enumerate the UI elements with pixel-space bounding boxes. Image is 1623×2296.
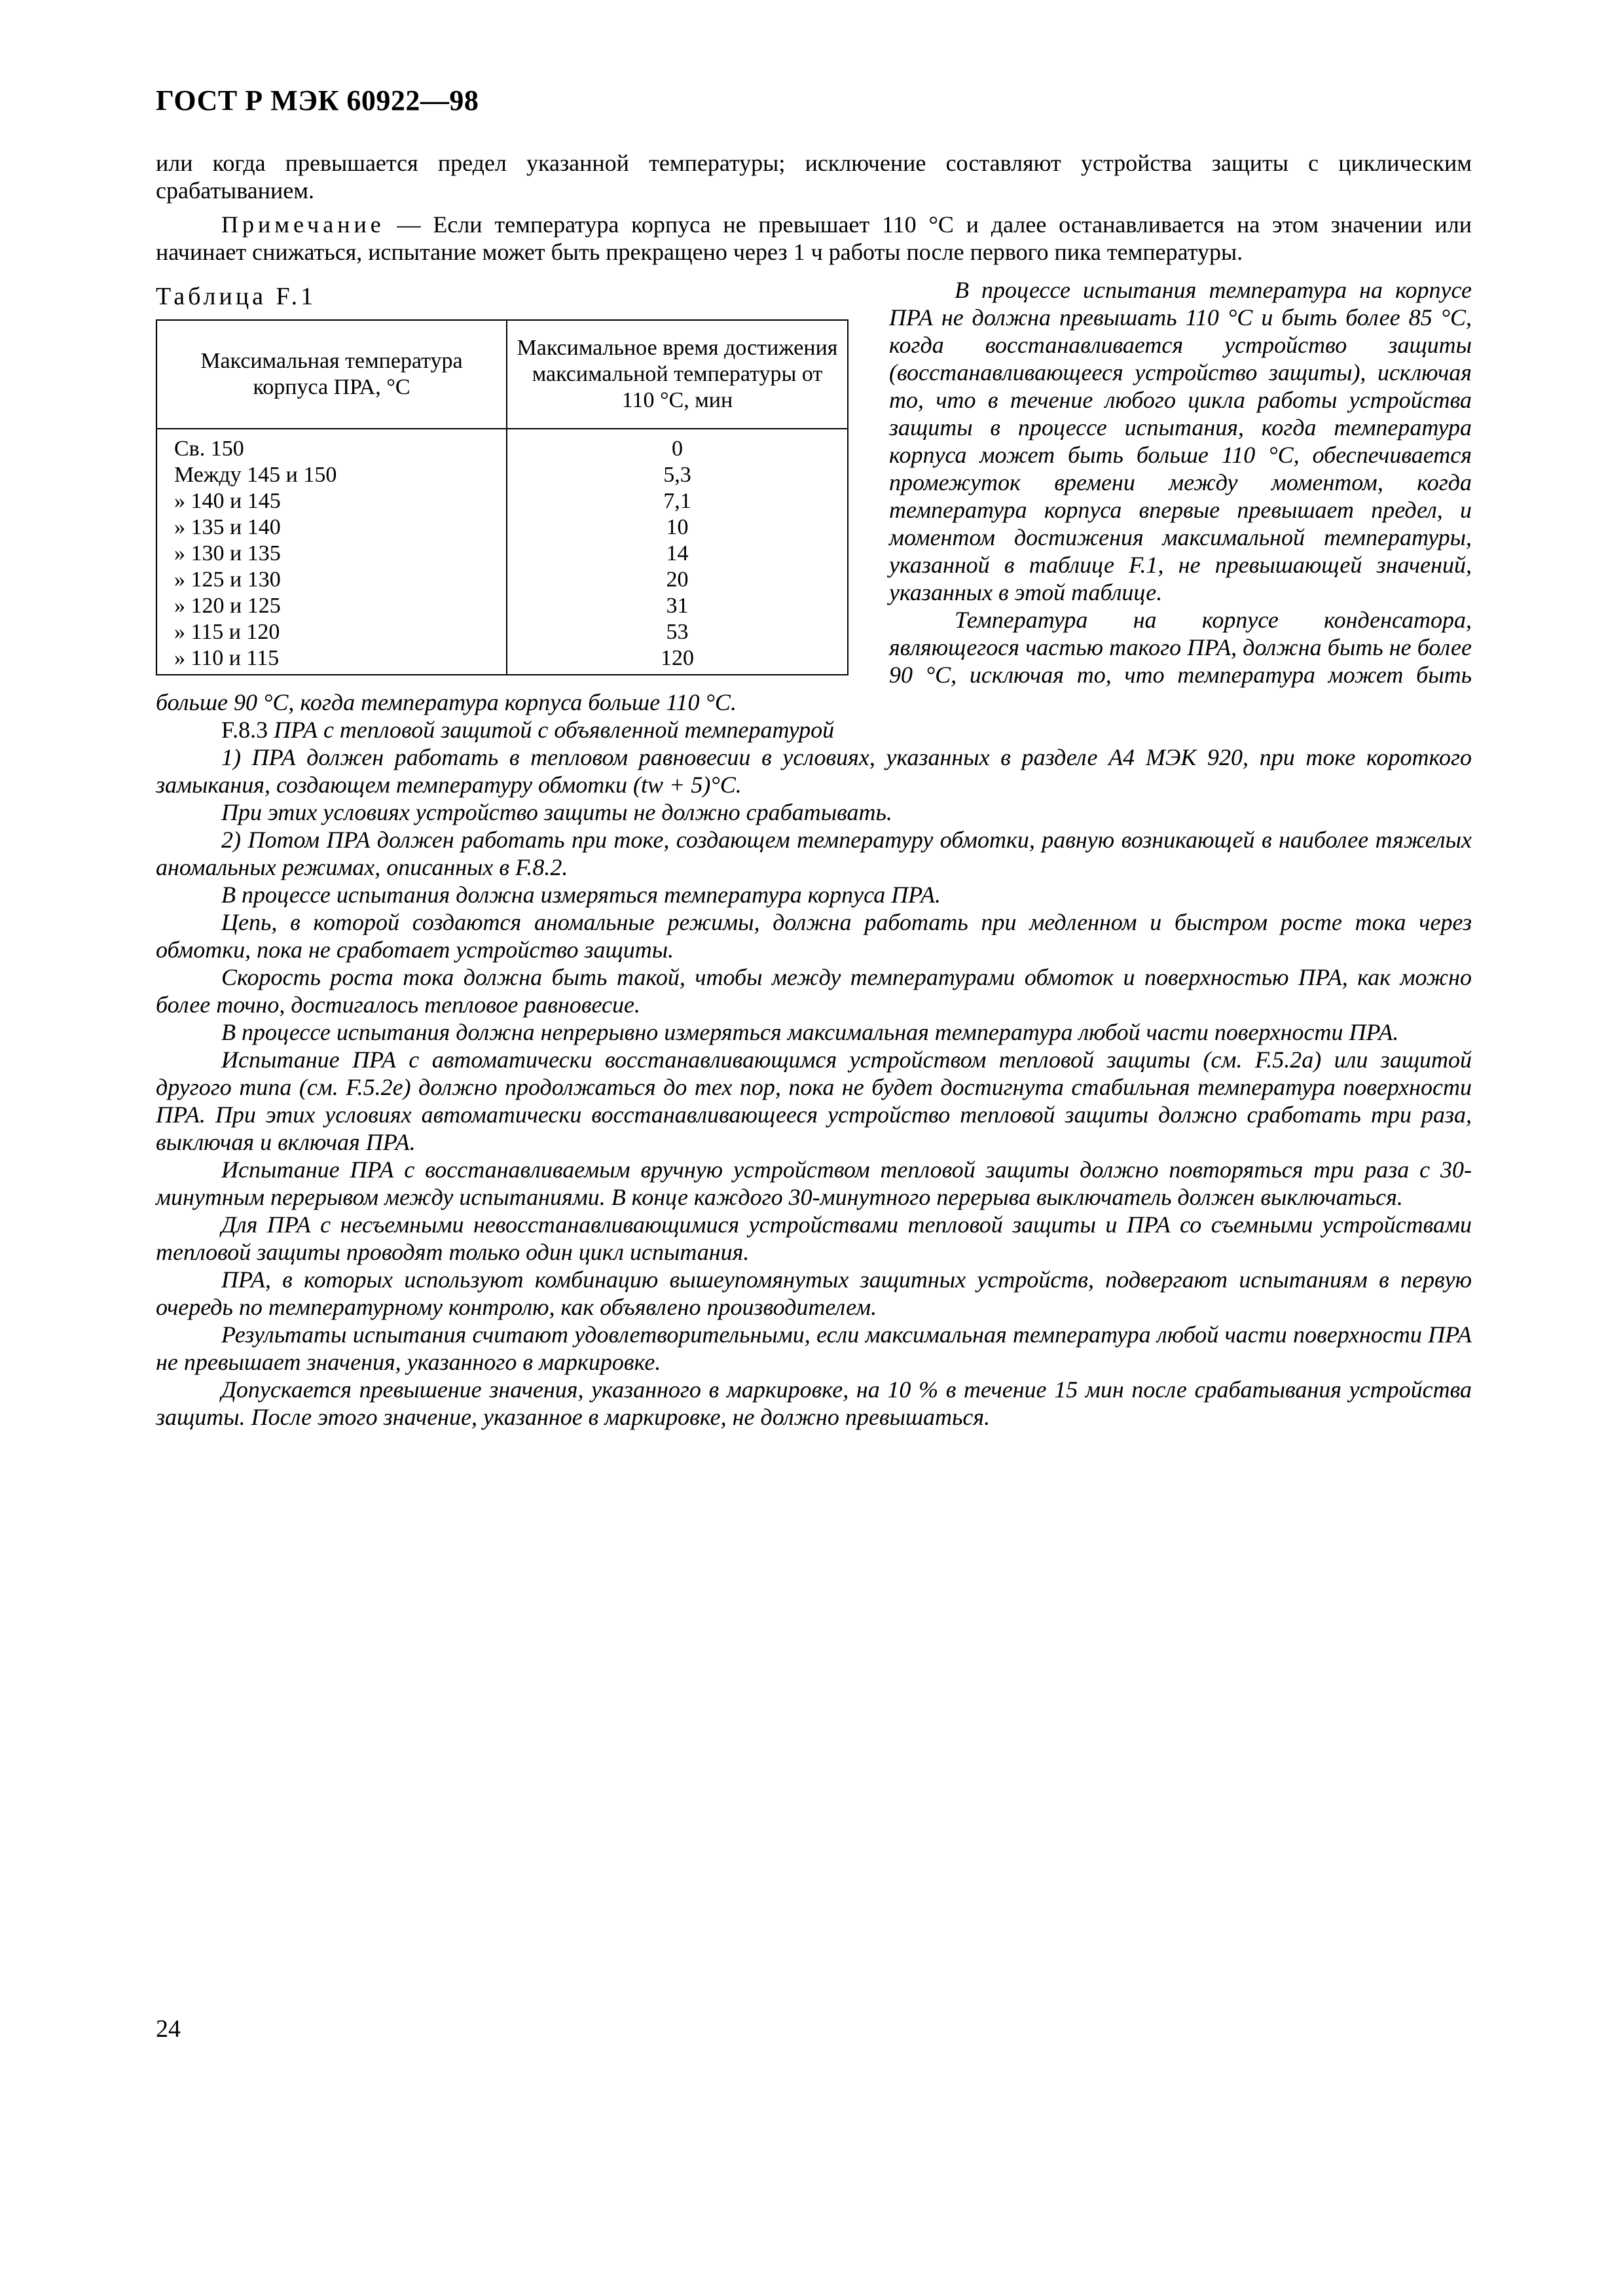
- table-row: [156, 429, 848, 462]
- column-header-time: Максимальное время достижения максимальной температуры от 110 °С, мин: [507, 320, 848, 429]
- section-paragraph: При этих условиях устройство защиты не должно срабатывать.: [221, 799, 892, 825]
- table-caption: Таблица F.1: [156, 283, 317, 310]
- table-block: [156, 283, 850, 675]
- cell-time: 31: [507, 593, 848, 619]
- table-row: [156, 514, 848, 541]
- section-paragraph: Цепь, в которой создаются аномальные режимы, должна работать при медленном и быстром росте тока через обмотки, пока не сработает устройство защиты.: [156, 909, 1472, 963]
- note-label: Примечание: [221, 211, 385, 238]
- note-paragraph: [156, 211, 1472, 266]
- cell-time: 120: [507, 645, 848, 675]
- section-paragraph: Результаты испытания считают удовлетворительными, если максимальная температура любой части поверхности ПРА не превышает значения, указанного в маркировке.: [156, 1321, 1472, 1375]
- section-paragraph: Испытание ПРА с автоматически восстанавливающимся устройством тепловой защиты (см. F.5.2a) или защитой другого типа (см. F.5.2e) должно продолжаться до тех пор, пока не будет достигнута стабильная температура поверхности ПРА. При этих условиях автоматически восстанавливающееся устройство тепловой защиты должно сработать три раза, выключая и включая ПРА.: [156, 1047, 1472, 1155]
- cell-temperature: » 135 и 140: [156, 514, 507, 541]
- section-paragraph: Испытание ПРА с восстанавливаемым вручную устройством тепловой защиты должно повторяться три раза с 30-минутным перерывом между испытаниями. В конце каждого 30-минутного перерыва выключатель должен выключаться.: [156, 1157, 1472, 1210]
- section-paragraph: В процессе испытания должна измеряться температура корпуса ПРА.: [221, 882, 941, 908]
- cell-time: 14: [507, 541, 848, 567]
- side-paragraph-2: Температура на корпусе конденсатора, являющегося частью такого ПРА, должна быть не более 90 °С, исключая то, что температура может быть больше 90 °С, когда температура корпуса больше 110 °С.: [156, 607, 1472, 715]
- page-number: 24: [156, 2015, 181, 2043]
- table-row: [156, 462, 848, 488]
- cell-time: 0: [507, 429, 848, 462]
- table-row: [156, 488, 848, 514]
- cell-time: 7,1: [507, 488, 848, 514]
- section-paragraph: Для ПРА с несъемными невосстанавливающимися устройствами тепловой защиты и ПРА со съемными устройствами тепловой защиты проводят только один цикл испытания.: [156, 1211, 1472, 1265]
- table-row: [156, 567, 848, 593]
- section-number: F.8.3: [221, 717, 268, 743]
- cell-time: 53: [507, 619, 848, 645]
- section-paragraph: ПРА, в которых используют комбинацию вышеупомянутых защитных устройств, подвергают испытаниям в первую очередь по температурному контролю, как объявлено производителем.: [156, 1266, 1472, 1320]
- cell-temperature: » 115 и 120: [156, 619, 507, 645]
- section-paragraph: Допускается превышение значения, указанного в маркировке, на 10 % в течение 15 мин после срабатывания устройства защиты. После этого значение, указанное в маркировке, не должно превышаться.: [156, 1376, 1472, 1430]
- cell-temperature: » 140 и 145: [156, 488, 507, 514]
- table-header-row: [156, 320, 848, 429]
- side-paragraph-1: В процессе испытания температура на корпусе ПРА не должна превышать 110 °С и быть более 85 °С, когда восстанавливается устройство защиты (восстанавливающееся устройство защиты), исключая то, что в течение любого цикла работы устройства защиты в процессе испытания, когда температура корпуса может быть больше 110 °С, обеспечивается промежуток времени между моментом, когда температура корпуса впервые превышает предел, и моментом достижения максимальной температуры, указанной в таблице F.1, не превышающей значений, указанных в этой таблице.: [889, 277, 1472, 605]
- section-paragraph: 1) ПРА должен работать в тепловом равновесии в условиях, указанных в разделе А4 МЭК 920, при токе короткого замыкания, создающем температуру обмотки (tw + 5)°С.: [156, 744, 1472, 798]
- cell-temperature: » 125 и 130: [156, 567, 507, 593]
- section-heading: [156, 716, 1472, 744]
- column-header-temperature: Максимальная температура корпуса ПРА, °С: [156, 320, 507, 429]
- cell-temperature: Между 145 и 150: [156, 462, 507, 488]
- cell-temperature: Св. 150: [156, 429, 507, 462]
- cell-temperature: » 130 и 135: [156, 541, 507, 567]
- table-row: [156, 593, 848, 619]
- table-row: [156, 645, 848, 675]
- cell-time: 5,3: [507, 462, 848, 488]
- cell-temperature: » 110 и 115: [156, 645, 507, 675]
- table-row: [156, 541, 848, 567]
- section-paragraph: В процессе испытания должна непрерывно измеряться максимальная температура любой части поверхности ПРА.: [221, 1019, 1399, 1045]
- data-table: [156, 319, 848, 675]
- document-header: ГОСТ Р МЭК 60922—98: [156, 84, 479, 117]
- cell-time: 20: [507, 567, 848, 593]
- section-paragraph: 2) Потом ПРА должен работать при токе, создающем температуру обмотки, равную возникающей в наиболее тяжелых аномальных режимах, описанных в F.8.2.: [156, 827, 1472, 880]
- section-paragraph: Скорость роста тока должна быть такой, чтобы между температурами обмоток и поверхностью ПРА, как можно более точно, достигалось тепловое равновесие.: [156, 964, 1472, 1018]
- intro-paragraph: или когда превышается предел указанной температуры; исключение составляют устройства защиты с циклическим срабатыванием.: [156, 150, 1472, 204]
- cell-time: 10: [507, 514, 848, 541]
- page-content: [156, 149, 1472, 1431]
- note-text: — Если температура корпуса не превышает 110 °С и далее останавливается на этом значении или начинает снижаться, испытание может быть прекращено через 1 ч работы после первого пика температуры.: [156, 211, 1472, 265]
- cell-temperature: » 120 и 125: [156, 593, 507, 619]
- section-title: ПРА с тепловой защитой с объявленной температурой: [274, 717, 835, 743]
- table-row: [156, 619, 848, 645]
